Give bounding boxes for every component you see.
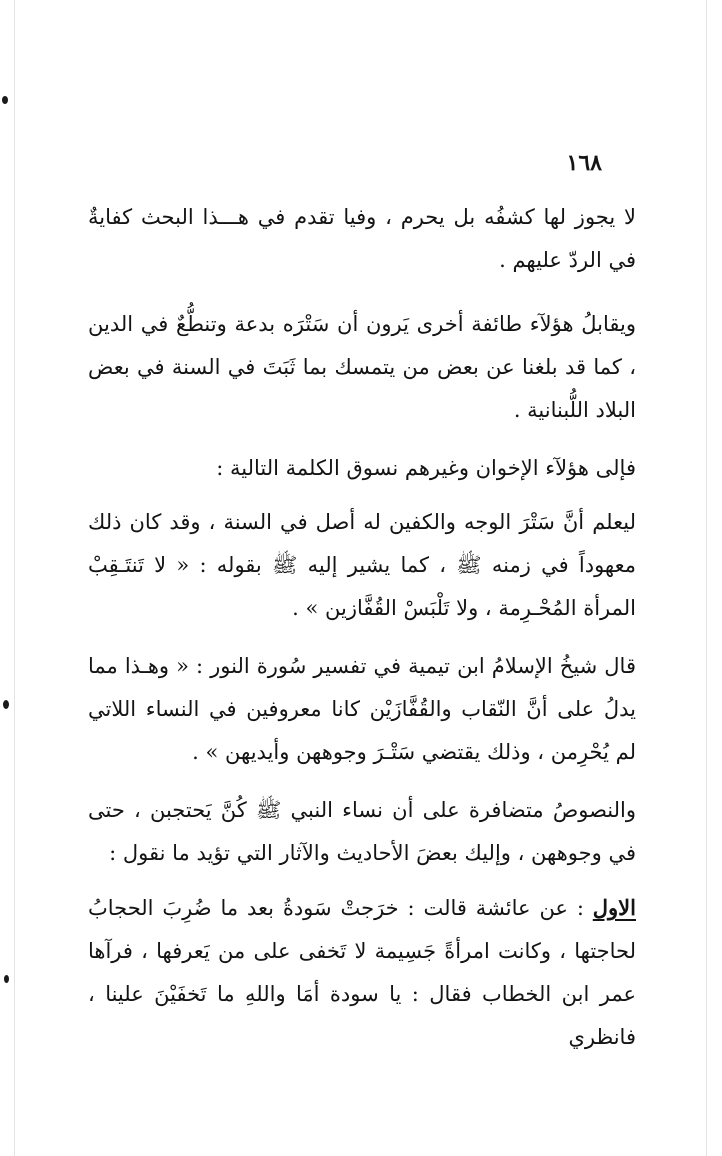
scan-edge-line: [14, 0, 15, 1156]
paragraph-text: قال شيخُ الإسلامُ ابن تيمية في تفسير سُورة النور : « وهـذا مما يدلُ على أنَّ النّقاب والقُفَّازَيْن كانا معروفين في النساء اللاتي لم يُحْرِمن ، وذلك يقتضي سَتْـرَ وجوههن وأيديهن » .: [88, 654, 636, 764]
paragraph-text: لا يجوز لها كشفُه بل يحرم ، وفيا تقدم في هـــذا البحث كفايةٌ في الردّ عليهم .: [88, 205, 636, 272]
paragraph-evidence-intro: [88, 789, 636, 875]
paragraph-hadith-niqab: [88, 501, 636, 630]
scan-edge-line: [706, 0, 707, 1156]
scan-margin-mark: [3, 700, 9, 709]
paragraph-text: فإلى هؤلآء الإخوان وغيرهم نسوق الكلمة التالية :: [216, 456, 636, 480]
scan-margin-mark: [2, 96, 8, 104]
first-evidence-text: : عن عائشة قالت : خرَجتْ سَودةُ بعد ما ضُرِبَ الحجابُ لحاجتها ، وكانت امرأةً جَسِيمة لا تَخفى على من يَعرفها ، فرآها عمر ابن الخطاب فقال : يا سودة أمَا واللهِ ما تَخفَيْنَ علينا ، فانظري: [88, 896, 636, 1049]
paragraph-first-evidence: [88, 886, 636, 1059]
first-evidence-label: الاول: [592, 895, 636, 920]
paragraph-ibn-taymiyya-quote: [88, 645, 636, 774]
scan-margin-mark: [4, 975, 9, 983]
page-number: ١٦٨: [566, 150, 602, 176]
paragraph-address: [88, 447, 636, 490]
paragraph-text: [88, 886, 636, 1059]
paragraph-text: ويقابلُ هؤلآء طائفة أخرى يَرون أن سَتْرَه بدعة وتنطُّعٌ في الدين ، كما قد بلغنا عن بعض من يتمسك بما ثَبَتَ في السنة في بعض البلاد اللُّبنانية .: [88, 312, 636, 422]
paragraph-opponents: [88, 303, 636, 432]
paragraph-text: ليعلم أنَّ سَتْرَ الوجه والكفين له أصل في السنة ، وقد كان ذلك معهوداً في زمنه ﷺ ، كما يشير إليه ﷺ بقوله : « لا تَنتَـقِبْ المرأة المُحْـرِمة ، ولا تَلْبَسْ القُفَّازين » .: [88, 510, 636, 620]
paragraph-intro: [88, 196, 636, 282]
paragraph-text: والنصوصُ متضافرة على أن نساء النبي ﷺ كُنَّ يَحتجبن ، حتى في وجوههن ، وإليك بعضَ الأحاديث والآثار التي تؤيد ما نقول :: [88, 798, 636, 865]
